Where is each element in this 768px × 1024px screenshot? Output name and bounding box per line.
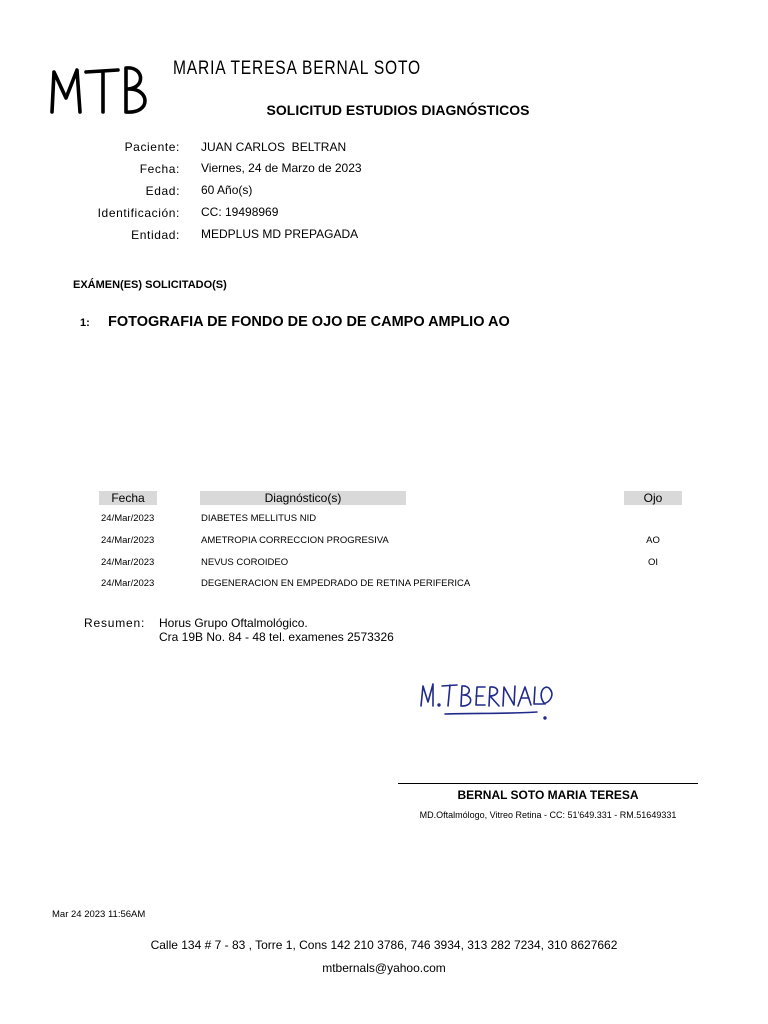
exams-section-title: EXÁMEN(ES) SOLICITADO(S) bbox=[73, 279, 227, 291]
signature-line bbox=[398, 783, 698, 784]
row-diagnosis: AMETROPIA CORRECCION PROGRESIVA bbox=[201, 535, 389, 546]
table-header-date: Fecha bbox=[99, 491, 157, 505]
exam-number: 1: bbox=[80, 317, 90, 329]
print-timestamp: Mar 24 2023 11:56AM bbox=[52, 909, 146, 920]
handwritten-signature bbox=[415, 676, 575, 726]
row-date: 24/Mar/2023 bbox=[101, 578, 155, 589]
row-date: 24/Mar/2023 bbox=[101, 557, 155, 568]
entity-label: Entidad: bbox=[131, 228, 180, 242]
row-eye: AO bbox=[646, 535, 660, 546]
footer-address: Calle 134 # 7 - 83 , Torre 1, Cons 142 210 3786, 746 3934, 313 282 7234, 310 8627662 bbox=[150, 938, 618, 952]
summary-label: Resumen: bbox=[84, 616, 146, 630]
footer-email: mtbernals@yahoo.com bbox=[322, 961, 446, 975]
age-label: Edad: bbox=[145, 184, 180, 198]
exam-name: FOTOGRAFIA DE FONDO DE OJO DE CAMPO AMPLIO AO bbox=[108, 314, 510, 330]
row-diagnosis: DEGENERACION EN EMPEDRADO DE RETINA PERIFERICA bbox=[201, 578, 471, 589]
summary-line: Cra 19B No. 84 - 48 tel. examenes 2573326 bbox=[159, 630, 394, 644]
row-diagnosis: DIABETES MELLITUS NID bbox=[201, 513, 317, 524]
signer-name: BERNAL SOTO MARIA TERESA bbox=[457, 788, 639, 802]
patient-value: JUAN CARLOS BELTRAN bbox=[201, 140, 347, 154]
table-header-eye: Ojo bbox=[624, 491, 682, 505]
date-value: Viernes, 24 de Marzo de 2023 bbox=[201, 161, 362, 175]
date-label: Fecha: bbox=[139, 162, 180, 176]
row-eye: OI bbox=[647, 557, 659, 568]
age-value: 60 Año(s) bbox=[201, 183, 253, 197]
identification-label: Identificación: bbox=[97, 206, 180, 220]
table-header-diagnosis: Diagnóstico(s) bbox=[200, 491, 406, 505]
document-title: SOLICITUD ESTUDIOS DIAGNÓSTICOS bbox=[266, 102, 530, 118]
row-diagnosis: NEVUS COROIDEO bbox=[201, 557, 289, 568]
patient-label: Paciente: bbox=[124, 140, 180, 154]
row-date: 24/Mar/2023 bbox=[101, 513, 155, 524]
signer-title: MD.Oftalmólogo, Vitreo Retina - CC: 51'649.331 - RM.51649331 bbox=[419, 810, 677, 820]
doctor-name: MARIA TERESA BERNAL SOTO bbox=[173, 58, 421, 79]
summary-line: Horus Grupo Oftalmológico. bbox=[159, 616, 308, 630]
identification-value: CC: 19498969 bbox=[201, 205, 279, 219]
entity-value: MEDPLUS MD PREPAGADA bbox=[201, 227, 359, 241]
row-date: 24/Mar/2023 bbox=[101, 535, 155, 546]
